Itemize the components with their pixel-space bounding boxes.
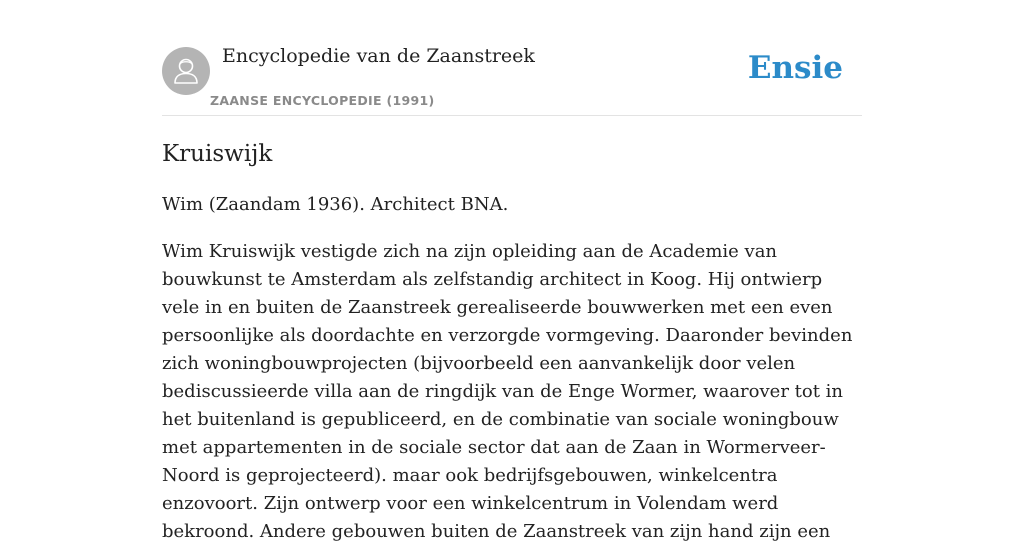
article-body: Wim Kruiswijk vestigde zich na zijn opleiding aan de Academie van bouwkunst te Amsterdam als zelfstandig architect in Koog. Hij ontwierp vele in en buiten de Zaanstreek gerealiseerde bouwwerken met een even persoonlijke als doordachte en verzorgde vormgeving. Daaronder bevinden zich woningbouwprojecten (bijvoorbeeld een aanvankelijk door velen bediscussieerde villa aan de ringdijk van de Enge Wormer, waarover tot in het buitenland is gepubliceerd, en de combinatie van sociale woningbouw met appartementen in de sociale sector dat aan de Zaan in Wormerveer-Noord is geprojecteerd). maar ook bedrijfsgebouwen, winkelcentra enzovoort. Zijn ontwerp voor een winkelcentrum in Volendam werd bekroond. Andere gebouwen buiten de Zaanstreek van zijn hand zijn een [162,241,853,542]
source-subtitle: ZAANSE ENCYCLOPEDIE (1991) [210,93,435,108]
source-title[interactable]: Encyclopedie van de Zaanstreek [222,45,535,67]
article-title: Kruiswijk [162,141,273,167]
article-lead: Wim (Zaandam 1936). Architect BNA. [162,194,509,215]
source-header [162,0,862,116]
ensie-logo[interactable]: Ensie [747,50,843,86]
user-avatar[interactable] [162,47,210,95]
user-icon [162,47,210,95]
article [162,138,865,546]
